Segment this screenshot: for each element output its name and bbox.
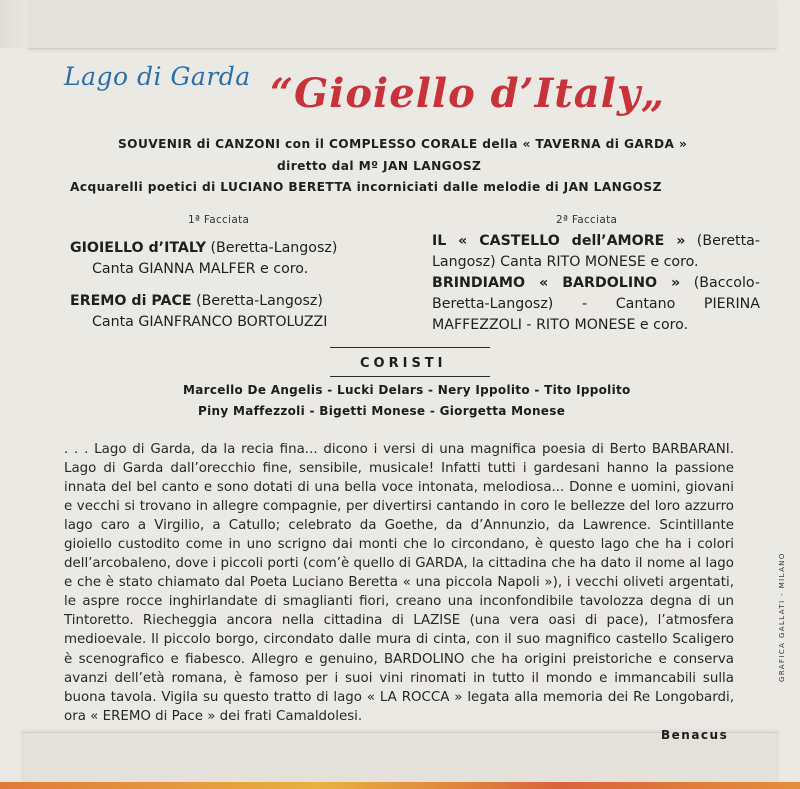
coristi-names-line-2: Piny Maffezzoli - Bigetti Monese - Giorgetta Monese [198, 404, 566, 418]
top-flap [28, 0, 776, 49]
song-title: BRINDIAMO « BARDOLINO » [432, 275, 681, 291]
song-singers: Canta GIANFRANCO BORTOLUZZI [92, 314, 328, 330]
song-singers: Canta GIANNA MALFER e coro. [92, 261, 309, 277]
side-2-label: 2ª Facciata [556, 214, 618, 226]
coristi-names-line-1: Marcello De Angelis - Lucki Delars - Nery Ippolito - Tito Ippolito [183, 383, 631, 397]
color-edge-stripe [0, 782, 800, 789]
side-1-song-2 [70, 291, 410, 333]
subtitle-line-2: diretto dal Mº JAN LANGOSZ [277, 159, 482, 173]
side-2-song-2 [432, 273, 760, 336]
song-title: IL « CASTELLO dell’AMORE » [432, 233, 686, 249]
song-title: EREMO di PACE [70, 293, 192, 309]
side-1-label: 1ª Facciata [188, 214, 250, 226]
coristi-rule-top [330, 347, 490, 348]
side-1-song-1 [70, 238, 410, 280]
album-title: “Gioiello d’Italy„ [270, 70, 666, 117]
coristi-heading: CORISTI [360, 356, 447, 371]
liner-notes [64, 440, 734, 726]
printer-credit: GRAFICA GALLATI - MILANO [778, 552, 786, 682]
lago-di-garda-heading: Lago di Garda [64, 62, 251, 91]
song-details: (Beretta-Langosz) Canta RITO MONESE e coro. [432, 233, 760, 270]
signature-benacus: Benacus [661, 728, 729, 742]
song-authors: (Beretta-Langosz) [206, 240, 338, 256]
song-title: GIOIELLO d’ITALY [70, 240, 207, 256]
song-details: (Baccolo-Beretta-Langosz) - Cantano PIERINA MAFFEZZOLI - RITO MONESE e coro. [432, 275, 760, 333]
side-2-song-1 [432, 231, 760, 273]
coristi-rule-bottom [330, 376, 490, 377]
liner-notes-paragraph: . . . Lago di Garda, da la recia fina... dicono i versi di una magnifica poesia di Berto BARBARANI. Lago di Garda dall’orecchio fine, sensibile, musicale! Infatti tutti i gardesani hanno la passione innata del bel canto e sono dotati di una bella voce intonata, melodiosa... Donne e uomini, giovani e vecchi si trovano in allegre compagnie, per divertirsi cantando in coro le bellezze del loro azzurro lago caro a Virgilio, a Catullo; celebrato da Goethe, da d’Annunzio, da Lawrence. Scintillante gioiello custodito come in uno scrigno dai monti che lo circondano, è questo lago che ha i colori dell’arcobaleno, dove i piccoli porti (com’è quello di GARDA, la cittadina che ha dato il nome al lago e che è stato chiamato dal Poeta Luciano Beretta « una piccola Napoli »), i vecchi oliveti argentati, le aspre rocce inghirlandate di smaglianti fiori, creano una inconfondibile tavolozza degna di un Tintoretto. Riecheggia ancora nella cittadina di LAZISE (una vera oasi di pace), l’atmosfera medioevale. Il piccolo borgo, circondato dalle mura di cinta, con il suo magnifico castello Scaligero è scenografico e fiabesco. Allegro e genuino, BARDOLINO che ha origini preistoriche e conserva avanzi dell’età romana, è famoso per i suoi vini rinomati in tutto il mondo e immancabili sulla buona tavola. Vigila su questo tratto di lago « LA ROCCA » legata alla memoria dei Re Longobardi, ora « EREMO di Pace » dei frati Camaldolesi. [64, 442, 734, 724]
subtitle-line-1: SOUVENIR di CANZONI con il COMPLESSO CORALE della « TAVERNA di GARDA » [118, 137, 688, 151]
song-authors: (Beretta-Langosz) [191, 293, 323, 309]
subtitle-line-3: Acquarelli poetici di LUCIANO BERETTA incorniciati dalle melodie di JAN LANGOSZ [70, 180, 662, 194]
